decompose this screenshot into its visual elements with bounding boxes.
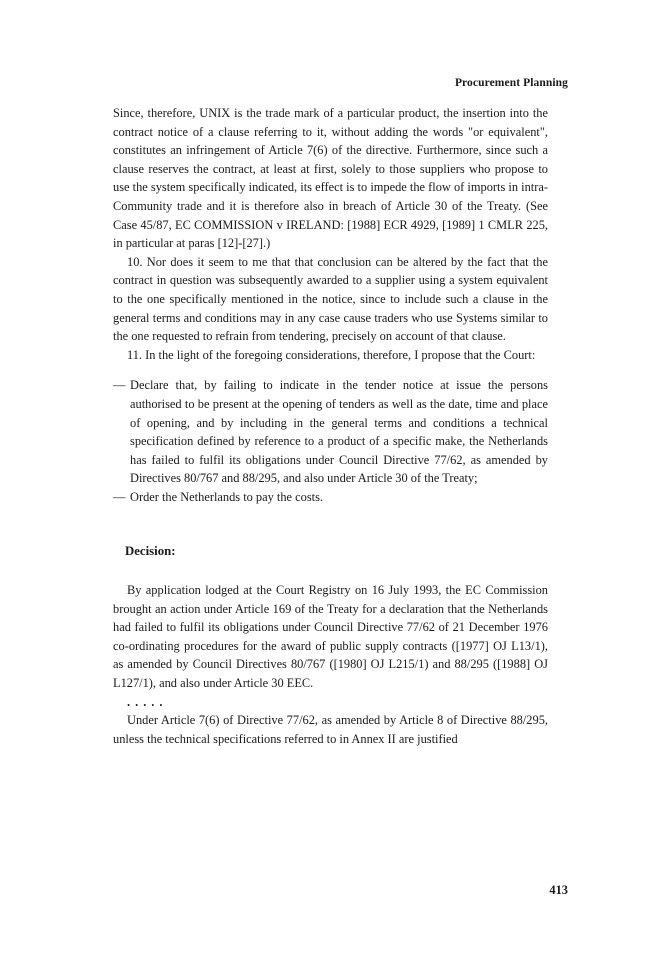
paragraph-10: 10. Nor does it seem to me that that conclusion can be altered by the fact that the contract in question was subsequently awarded to a supplier using a system equivalent to the one specifically mentioned in the notice, since to include such a clause in the general terms and conditions may in any case cause traders who use Systems similar to the one requested to refrain from tendering, precisely on account of that clause. [113, 254, 548, 344]
ellipsis-separator: ..... [127, 694, 168, 709]
paragraph-11: 11. In the light of the foregoing considerations, therefore, I propose that the Court: [127, 347, 536, 362]
paragraph-article-7-6: Under Article 7(6) of Directive 77/62, as amended by Article 8 of Directive 88/295, unless the technical specifications referred to in Annex II are justified [113, 713, 548, 746]
proposal-costs [113, 488, 548, 507]
proposal-list [113, 376, 548, 506]
page-number: 413 [549, 883, 568, 897]
proposal-declare [113, 376, 548, 488]
proposal-text: Declare that, by failing to indicate in the tender notice at issue the persons authorised to be present at the opening of tenders as well as the date, time and place of opening, and by including in the general terms and conditions a technical specification defined by reference to a product of a specific make, the Netherlands has failed to fulfil its obligations under Council Directive 77/62, as amended by Directives 80/767 and 88/295, and also under Article 30 of the Treaty; [130, 378, 548, 486]
proposal-text: Order the Netherlands to pay the costs. [130, 489, 324, 504]
running-header: Procurement Planning [454, 77, 568, 89]
dash-marker: — [113, 489, 126, 504]
paragraph-decision: By application lodged at the Court Registry on 16 July 1993, the EC Commission brought an action under Article 169 of the Treaty for a declaration that the Netherlands had failed to fulfil its obligations under Council Directive 77/62 of 21 December 1976 co-ordinating procedures for the award of public supply contracts ([1977] OJ L13/1), as amended by Council Directives 80/767 ([1980] OJ L215/1) and 88/295 ([1988] OJ L127/1), and also under Article 30 EEC. [113, 583, 548, 691]
document-body [113, 104, 548, 748]
paragraph-unix: Since, therefore, UNIX is the trade mark of a particular product, the insertion into the contract notice of a clause referring to it, without adding the words "or equivalent", constitutes an infringement of Article 7(6) of the directive. Furthermore, since such a clause reserves the contract, at least at first, solely to those suppliers who propose to use the system specifically indicated, its effect is to impede the flow of imports in intra-Community trade and it is therefore also in breach of Article 30 of the Treaty. (See Case 45/87, EC COMMISSION v IRELAND: [1988] ECR 4929, [1989] 1 CMLR 225, in particular at paras [12]-[27].) [113, 106, 548, 251]
dash-marker: — [113, 378, 126, 393]
decision-heading: Decision: [125, 544, 176, 559]
